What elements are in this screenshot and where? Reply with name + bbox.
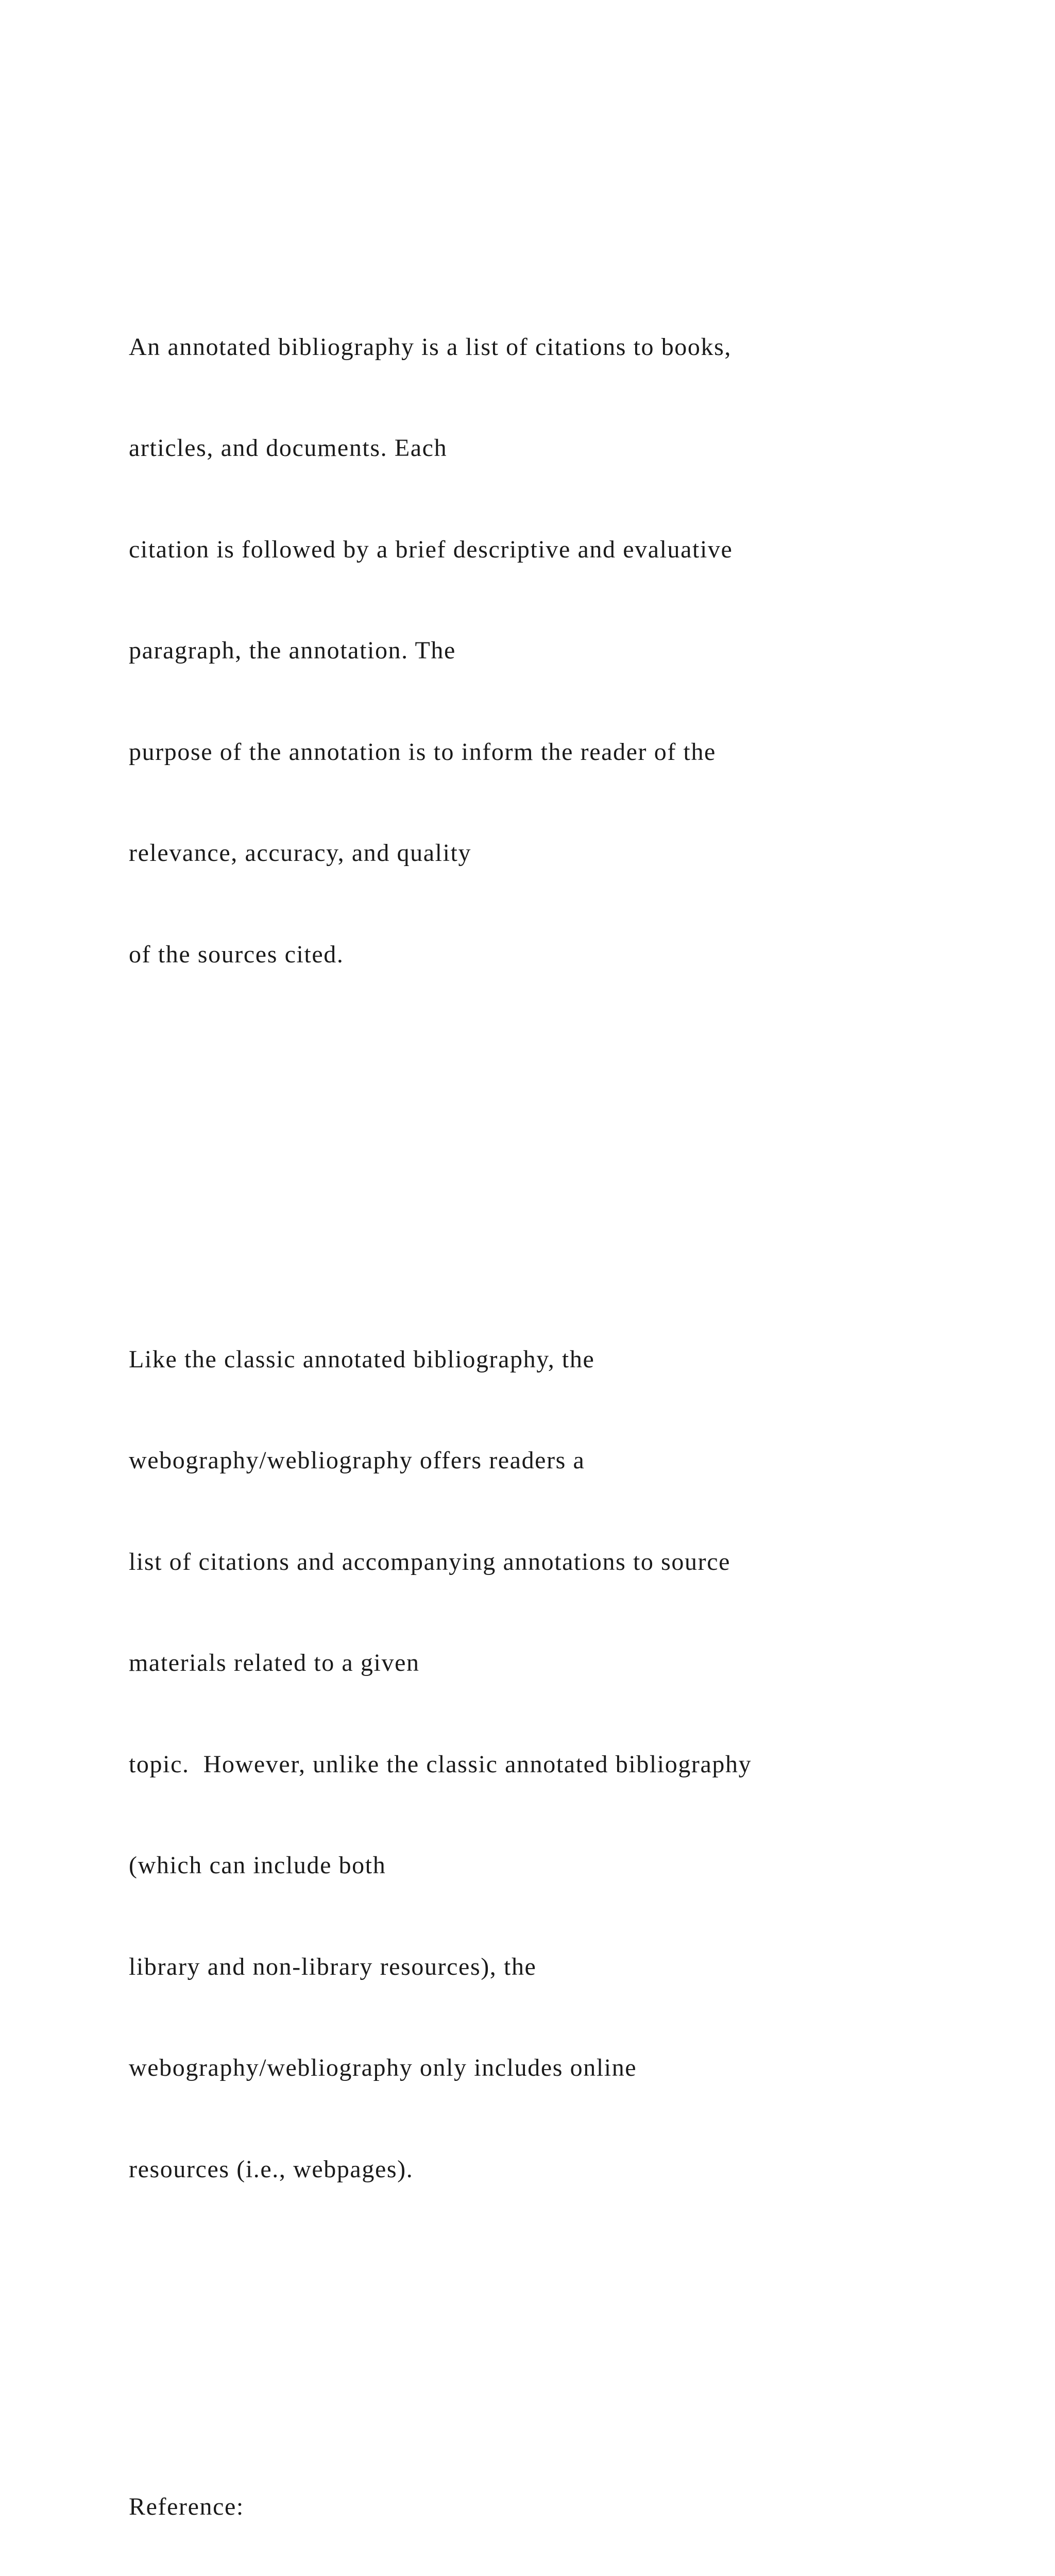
text-line: (which can include both [129,1852,386,1879]
text-line: An annotated bibliography is a list of citations to books, [129,333,731,361]
paragraph-spacer [129,2355,1005,2389]
text-line: Like the classic annotated bibliography, the [129,1345,595,1373]
text-line: citation is followed by a brief descriptive and evaluative [129,535,733,563]
reference-heading: Reference: [129,2493,244,2520]
text-line: paragraph, the annotation. The [129,637,456,664]
text-line: articles, and documents. Each [129,434,448,462]
text-line: relevance, accuracy, and quality [129,839,472,867]
paragraph-webography [129,1275,1005,2254]
paragraph-spacer [129,1140,1005,1174]
paragraph-definition [129,263,1005,1039]
text-line: topic. However, unlike the classic annotated bibliography [129,1750,752,1778]
text-line: library and non-library resources), the [129,1953,537,1980]
text-line: webography/webliography only includes online [129,2054,637,2081]
text-line: webography/webliography offers readers a [129,1447,585,1474]
text-line: purpose of the annotation is to inform the reader of the [129,738,716,766]
text-line: materials related to a given [129,1649,420,1676]
document-body [129,161,1005,2576]
text-line: of the sources cited. [129,940,344,968]
text-line: resources (i.e., webpages). [129,2155,414,2183]
text-line: list of citations and accompanying annotations to source [129,1548,731,1575]
